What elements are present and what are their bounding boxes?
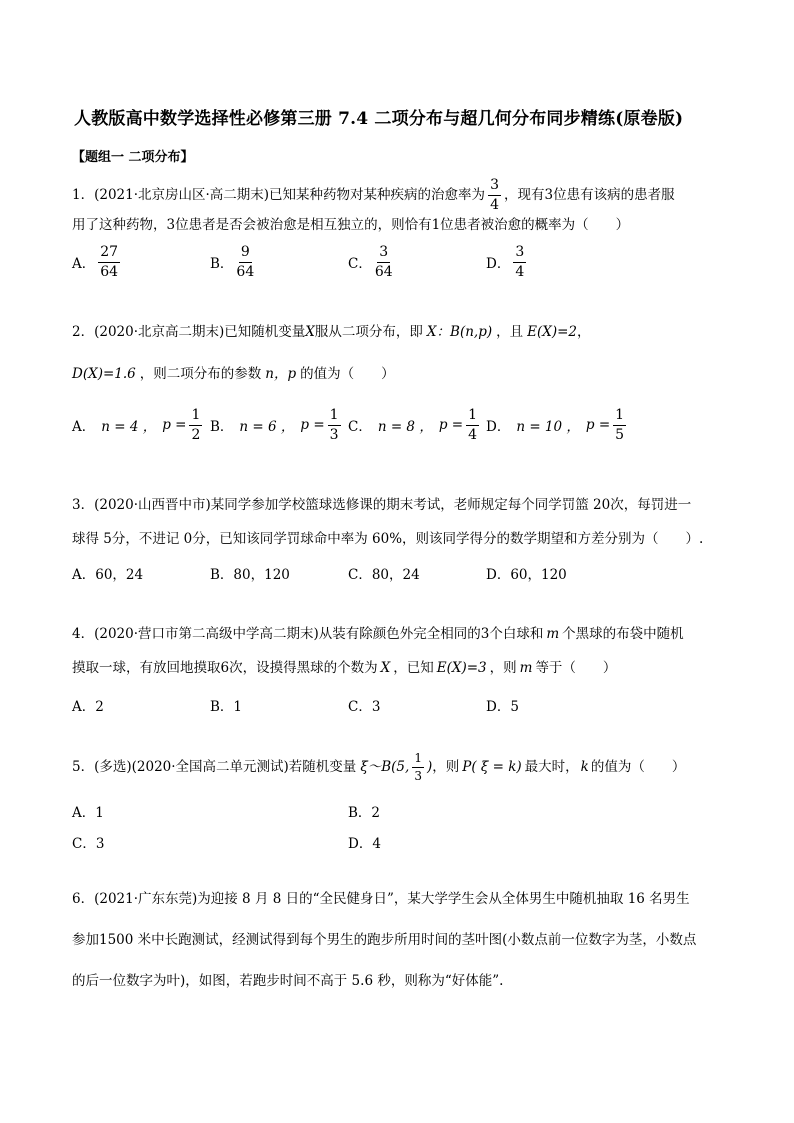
option-label: D． [486, 419, 511, 436]
question-1-line-1 [72, 178, 675, 212]
math-variable: n，p [265, 366, 297, 382]
fraction-denominator: 4 [490, 196, 499, 213]
math-variable: m [519, 660, 533, 676]
question-2-text: 2．(2020·北京高二期末)已知随机变量 [72, 324, 306, 340]
question-4-option-c: C．3 [348, 699, 381, 715]
question-4-option-a: A．2 [72, 699, 104, 715]
question-4-text-continued: 个黑球的布袋中随机 [562, 626, 684, 642]
question-2-text-continued: ， [577, 324, 591, 340]
math-expression: n = 4 ， [101, 419, 157, 436]
fraction-numerator: 1 [328, 408, 341, 426]
fraction-numerator: 1 [189, 408, 202, 426]
question-2-line-1 [72, 324, 591, 340]
question-1-option-c [348, 245, 396, 279]
fraction-numerator: 3 [513, 245, 526, 263]
math-expression: D(X)=1.6 [72, 366, 136, 382]
math-expression: p = [438, 417, 464, 434]
math-expression: X：B(n,p) [426, 324, 493, 340]
question-3-line-1: 3．(2020·山西晋中市)某同学参加学校篮球选修课的期末考试，老师规定每个同学罚篮 20次，每罚进一 [72, 497, 692, 513]
fraction-denominator: 3 [414, 768, 422, 783]
question-2-text-continued: 的值为（ ） [300, 366, 395, 382]
question-5-option-c: C．3 [72, 836, 105, 852]
fraction-denominator: 4 [468, 426, 477, 443]
fraction-numerator: 3 [488, 178, 501, 196]
math-expression: ) [426, 759, 433, 775]
math-expression: E(X)=2 [527, 324, 578, 340]
question-6-line-1: 6．(2021·广东东莞)为迎接 8 月 8 日的“全民健身日”，某大学学生会从全体男生中随机抽取 16 名男生 [72, 891, 690, 907]
question-4-text-continued: 摸取一球，有放回地摸取6次，设摸得黑球的个数为 [72, 660, 378, 676]
question-5-text-continued: 的值为（ ） [590, 759, 686, 775]
math-expression: p = [585, 417, 611, 434]
question-1-rate-fraction [488, 178, 501, 212]
fraction-numerator: 1 [412, 752, 424, 768]
question-1-option-b [210, 245, 257, 279]
fraction-denominator: 4 [515, 263, 525, 280]
question-5-text-continued: ，则 [432, 759, 460, 775]
question-2-option-d [486, 408, 629, 442]
question-6-line-2: 参加1500 米中长跑测试，经测试得到每个男生的跑步所用时间的茎叶图(小数点前一位数字为茎，小数点 [72, 932, 697, 948]
fraction-numerator: 27 [98, 245, 120, 263]
question-5-text: 5．(多选)(2020·全国高二单元测试)若随机变量 [72, 759, 357, 775]
question-1-line-2: 用了这种药物，3位患者是否会被治愈是相互独立的，则恰有1位患者被治愈的概率为（ ） [72, 217, 630, 233]
question-2-option-c [348, 408, 482, 442]
question-4-text: 4．(2020·营口市第二高级中学高二期末)从装有除颜色外完全相同的3个白球和 [72, 626, 544, 642]
option-label: B． [210, 419, 234, 436]
question-1-option-a [72, 245, 123, 279]
question-2-option-a [72, 408, 205, 442]
fraction-numerator: 1 [466, 408, 479, 426]
option-label: C． [348, 419, 372, 436]
question-4-line-2 [72, 660, 616, 676]
question-2-text-continued: ，则二项分布的参数 [139, 366, 262, 382]
fraction-denominator: 64 [100, 263, 119, 280]
question-4-text-continued: ，则 [489, 660, 517, 676]
question-1-option-d [486, 245, 529, 279]
question-4-line-1 [72, 626, 684, 642]
fraction-numerator: 1 [613, 408, 626, 426]
option-label: A． [72, 419, 96, 436]
option-label: C． [348, 256, 372, 273]
question-5-option-a: A．1 [72, 805, 104, 821]
question-1-text-continued: ，现有3位患有该病的患者服 [503, 187, 675, 204]
math-variable: X [305, 324, 315, 340]
fraction-numerator: 3 [377, 245, 390, 263]
question-2-text-continued: 服从二项分布，即 [314, 324, 423, 340]
math-expression: ξ～B(5, [360, 759, 410, 775]
math-variable: k [580, 759, 589, 775]
option-label: D． [486, 256, 511, 273]
question-4-option-b: B．1 [210, 699, 243, 715]
question-2-text-continued: ，且 [496, 324, 524, 340]
document-title: 人教版高中数学选择性必修第三册 7.4 二项分布与超几何分布同步精练(原卷版) [74, 109, 684, 129]
question-5-text-continued: 最大时， [524, 759, 579, 775]
math-variable: m [546, 626, 560, 642]
fraction-numerator: 9 [239, 245, 252, 263]
section-heading: 【题组一 二项分布】 [72, 150, 194, 165]
question-3-option-c: C．80，24 [348, 567, 420, 583]
math-expression: P( ξ = k) [462, 759, 522, 775]
question-3-option-a: A．60，24 [72, 567, 144, 583]
fraction-denominator: 2 [191, 426, 201, 443]
question-5-option-d: D．4 [348, 836, 381, 852]
math-expression: n = 6 ， [239, 419, 295, 436]
fraction-denominator: 5 [615, 426, 625, 443]
fraction-denominator: 64 [374, 263, 393, 280]
question-3-option-d: D．60，120 [486, 567, 567, 583]
math-variable: X [380, 660, 391, 676]
option-label: A． [72, 256, 96, 273]
question-5-line-1 [72, 752, 685, 782]
question-5-option-b: B．2 [348, 805, 381, 821]
question-1-text: 1．(2021·北京房山区·高二期末)已知某种药物对某种疾病的治愈率为 [72, 187, 486, 204]
question-2-option-b [210, 408, 344, 442]
math-expression: p = [162, 417, 187, 434]
question-2-line-2 [72, 366, 395, 382]
question-3-option-b: B．80，120 [210, 567, 290, 583]
fraction-denominator: 3 [329, 426, 339, 443]
question-4-text-continued: ，已知 [393, 660, 434, 676]
question-3-line-2: 球得 5分，不进记 0分，已知该同学罚球命中率为 60%，则该同学得分的数学期望和方差分别为（ ）. [72, 531, 704, 547]
math-expression: n = 10 ， [516, 419, 580, 436]
fraction-denominator: 64 [236, 263, 255, 280]
question-6-line-3: 的后一位数字为叶)，如图，若跑步时间不高于 5.6 秒，则称为“好体能”. [72, 973, 504, 989]
math-expression: E(X)=3 [436, 660, 487, 676]
question-4-option-d: D．5 [486, 699, 519, 715]
math-expression: p = [300, 417, 325, 434]
question-4-text-continued: 等于（ ） [535, 660, 617, 676]
math-expression: n = 8 ， [377, 419, 433, 436]
option-label: B． [210, 256, 234, 273]
